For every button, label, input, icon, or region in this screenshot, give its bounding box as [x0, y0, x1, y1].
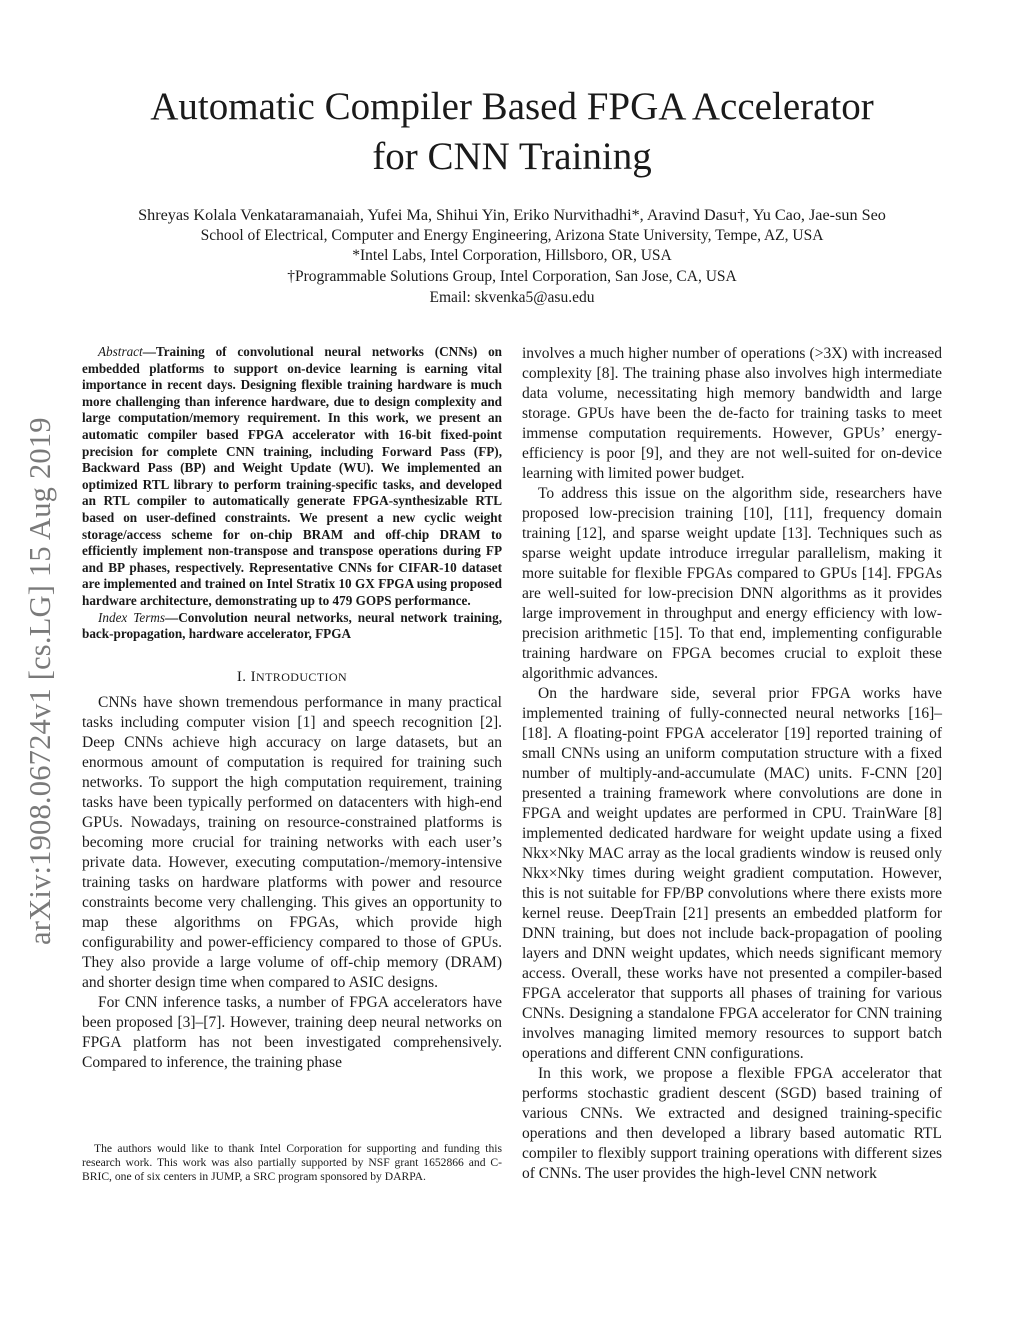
title-line-1: Automatic Compiler Based FPGA Accelerator	[150, 85, 874, 128]
intro-paragraph-1: CNNs have shown tremendous performance in many practical tasks including computer vision [1] and speech recognition [2]. Deep CNNs achieve high accuracy on large datasets, but an enormous amount of computation is required for training such networks. To support the high computation requirement, training tasks have been typically performed on datacenters with high-end GPUs. Nowadays, training on resource-constrained platforms is becoming more crucial for training networks with each user’s private data. However, executing computation-/memory-intensive training tasks on hardware platforms with power and resource constraints become very challenging. This gives an opportunity to map these algorithms on FPGAs, which provide high configurability and power-efficiency compared to those of GPUs. They also provide a large volume of off-chip memory (DRAM) and shorter design time when compared to ASIC designs.	[82, 693, 502, 991]
index-terms-text: Convolution neural networks, neural network training, back-propagation, hardware accelerator, FPGA	[82, 609, 502, 642]
right-paragraph-3: On the hardware side, several prior FPGA works have implemented training of fully-connected neural networks [16]–[18]. A floating-point FPGA accelerator [19] reported training of small CNNs using an uniform computation structure with a fixed number of multiply-and-accumulate (MAC) units. F-CNN [20] presented a training framework where convolutions are done in FPGA and weight updates are performed in CPU. TrainWare [8] implemented dedicated hardware for weight update using a fixed Nkx×Nky MAC array as the local gradients window is reused only Nkx×Nky times during weight gradient computation. However, this is not suitable for FP/BP convolutions where there exists more kernel reuse. DeepTrain [21] presents an embedded platform for DNN training, but does not include back-propagation of pooling layers and DNN weight updates, which needs significant memory access. Overall, these works have not presented a compiler-based FPGA accelerator that supports all phases of training for various CNNs. Designing a standalone FPGA accelerator for CNN training involves managing limited memory resources to support batch operations and different CNN configurations.	[522, 685, 942, 1062]
author-list: Shreyas Kolala Venkataramanaiah, Yufei Ma, Shihui Yin, Eriko Nurvithadhi*, Aravind Dasu†, Yu Cao, Jae-sun Seo	[138, 206, 886, 224]
author-email: Email: skvenka5@asu.edu	[429, 289, 595, 306]
paper-title	[0, 82, 1024, 182]
abstract: Abstract—Training of convolutional neural networks (CNNs) on embedded platforms to support on-device learning is earning vital importance in recent days. Designing flexible training hardware is much more challenging than inference hardware, due to design complexity and large computation/memory requirement. In this work, we present an automatic compiler based FPGA accelerator with 16-bit fixed-point precision for complete CNN training, including Forward Pass (FP), Backward Pass (BP) and Weight Update (WU). We implemented an optimized RTL library to perform training-specific tasks, and developed an RTL compiler to automatically generate FPGA-synthesizable RTL based on user-defined constraints. We present a new cyclic weight storage/access scheme for on-chip BRAM and off-chip DRAM to efficiently implement non-transpose and transpose operations during FP and BP phases, respectively. Representative CNNs for CIFAR-10 dataset are implemented and trained on Intel Stratix 10 GX FPGA using proposed hardware architecture, demonstrating up to 479 GOPS performance.	[82, 344, 502, 608]
title-line-2: for CNN Training	[372, 135, 652, 178]
right-column	[522, 344, 942, 1184]
affiliation-intel-psg: †Programmable Solutions Group, Intel Corporation, San Jose, CA, USA	[287, 268, 737, 285]
section-heading-introduction	[82, 667, 502, 687]
abstract-text: Training of convolutional neural networks (CNNs) on embedded platforms to support on-device learning is earning vital importance in recent days. Designing flexible training hardware is much more challenging than inference hardware, due to design complexity and large computation/memory requirement. In this work, we present an automatic compiler based FPGA accelerator with 16-bit fixed-point precision for complete CNN training, including Forward Pass (FP), Backward Pass (BP) and Weight Update (WU). We implemented an optimized RTL library to perform training-specific tasks, and developed an RTL compiler to automatically generate FPGA-synthesizable RTL based on user-defined constraints. We present a new cyclic weight storage/access scheme for on-chip BRAM and off-chip DRAM to efficiently implement non-transpose and transpose operations during FP and BP phases, respectively. Representative CNNs for CIFAR-10 dataset are implemented and trained on Intel Stratix 10 GX FPGA using proposed hardware architecture, demonstrating up to 479 GOPS performance.	[82, 344, 502, 608]
arxiv-side-stamp: arXiv:1908.06724v1 [cs.LG] 15 Aug 2019	[23, 417, 57, 945]
right-paragraph-4: In this work, we propose a flexible FPGA accelerator that performs stochastic gradient descent (SGD) based training of various CNNs. We extracted and designed training-specific operations and then developed a library based automatic RTL compiler to flexibly support training operations with different sizes of CNNs. The user provides the high-level CNN network	[522, 1065, 942, 1182]
right-paragraph-2: To address this issue on the algorithm side, researchers have proposed low-precision training [10], [11], frequency domain training [12], and sparse weight update [13]. Techniques such as sparse weight update introduce irregular parallelism, making it more suitable for flexible FPGAs compared to GPUs [14]. FPGAs are well-suited for low-precision DNN algorithms as it provides large improvement in throughput and energy efficiency with low-precision arithmetic [15]. To that end, implementing configurable training hardware on FPGA becomes crucial to exploit these algorithmic advances.	[522, 485, 942, 682]
affiliation-asu: School of Electrical, Computer and Energy Engineering, Arizona State University, Tempe, AZ, USA	[200, 227, 824, 244]
section-title-rest: NTRODUCTION	[256, 669, 348, 684]
intro-paragraph-2: For CNN inference tasks, a number of FPGA accelerators have been proposed [3]–[7]. However, training deep neural networks on FPGA platform has not been investigated comprehensively. Compared to inference, the training phase	[82, 993, 502, 1071]
right-paragraph-1: involves a much higher number of operations (>3X) with increased complexity [8]. The training phase also involves high intermediate data volume, necessitating high memory bandwidth and large storage. GPUs have been the de-facto for training tasks to meet immense computation requirements. However, GPUs’ energy-efficiency is poor [9], and they are not well-suited for on-device learning with limited power budget.	[522, 345, 942, 482]
section-number: I.	[236, 668, 247, 685]
index-terms: Index Terms—Convolution neural networks, neural network training, back-propagation, hardware accelerator, FPGA	[82, 609, 502, 642]
affiliation-intel-labs: *Intel Labs, Intel Corporation, Hillsboro, OR, USA	[352, 247, 672, 264]
section-title-initial: I	[250, 668, 257, 685]
funding-footnote: The authors would like to thank Intel Corporation for supporting and funding this research work. This work was also partially supported by NSF grant 1652866 and C-BRIC, one of six centers in JUMP, a SRC program sponsored by DARPA.	[82, 1142, 502, 1184]
left-column	[82, 344, 502, 1073]
abstract-label: Abstract	[98, 344, 143, 359]
index-terms-label: Index Terms	[98, 609, 166, 625]
